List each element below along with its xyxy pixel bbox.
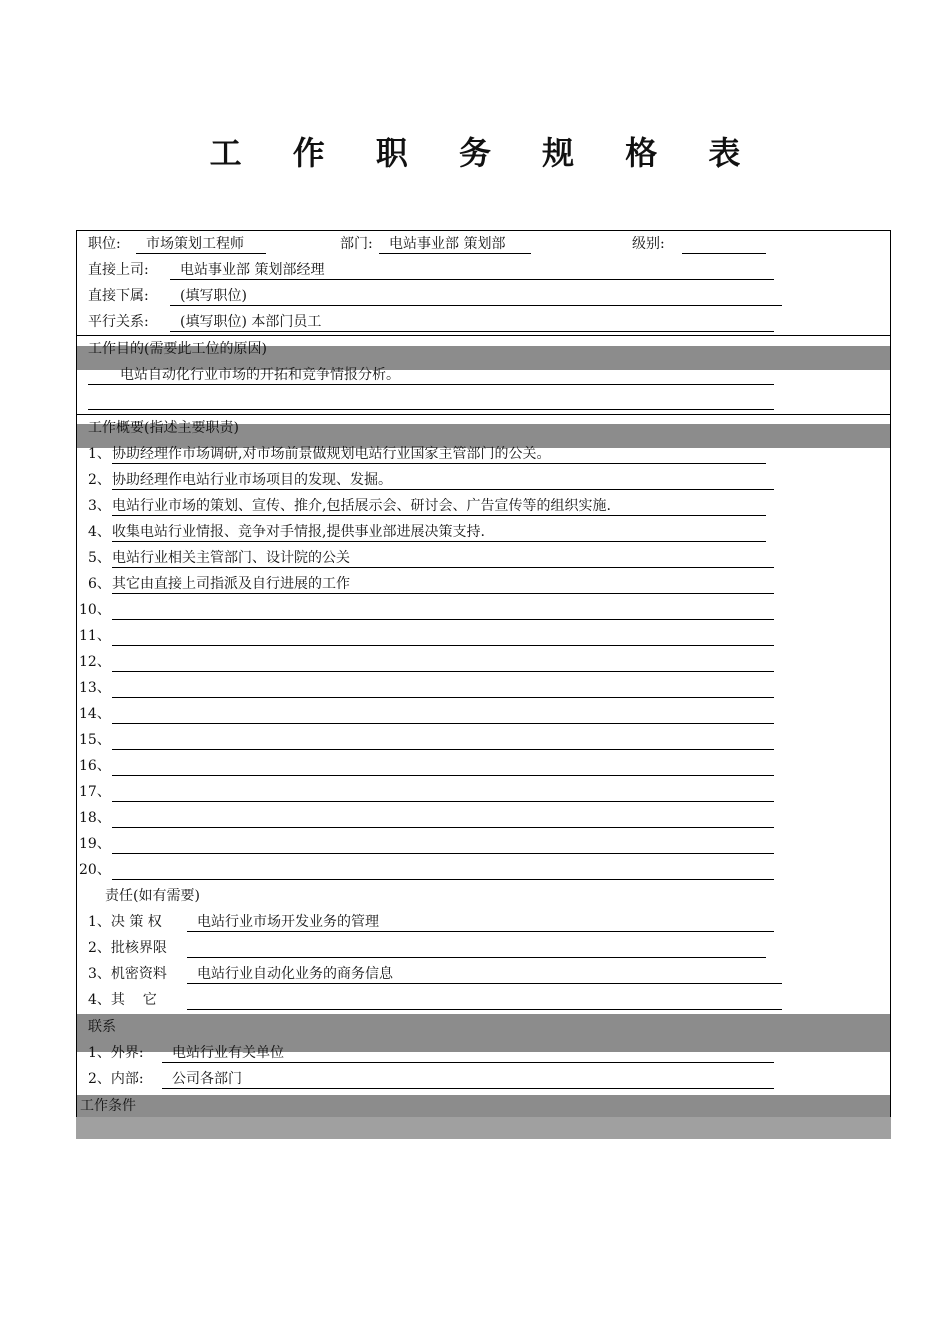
divider [76, 335, 891, 336]
summary-item-field[interactable] [112, 679, 774, 698]
internal-field[interactable] [162, 1070, 774, 1089]
summary-item-number: 12、 [79, 654, 111, 670]
summary-item-field[interactable] [112, 809, 774, 828]
peer-value: (填写职位) 本部门员工 [180, 314, 322, 330]
summary-item-number: 16、 [79, 758, 111, 774]
approval-label: 2、批核界限 [88, 940, 167, 956]
summary-item-text: 协助经理作电站行业市场项目的发现、发掘。 [112, 472, 392, 488]
purpose-field[interactable] [88, 366, 774, 385]
summary-item-number: 1、 [88, 446, 111, 462]
summary-item-number: 3、 [88, 498, 111, 514]
external-value: 电站行业有关单位 [172, 1045, 284, 1061]
external-label: 1、外界: [88, 1045, 144, 1061]
dept-label: 部门: [340, 236, 373, 252]
summary-item-text: 其它由直接上司指派及自行进展的工作 [112, 576, 350, 592]
summary-item-field[interactable] [112, 835, 774, 854]
decision-label: 1、决 策 权 [88, 914, 162, 930]
conditions-header-bar [77, 1095, 890, 1117]
summary-item-number: 19、 [79, 836, 111, 852]
summary-item-field[interactable] [112, 523, 766, 542]
internal-value: 公司各部门 [172, 1071, 242, 1087]
position-label: 职位: [88, 236, 121, 252]
summary-item-field[interactable] [112, 601, 774, 620]
summary-item-number: 18、 [79, 810, 111, 826]
divider [76, 414, 891, 415]
superior-label: 直接上司: [88, 262, 149, 278]
summary-item-field[interactable] [112, 861, 774, 880]
dept-value: 电站事业部 策划部 [389, 236, 506, 252]
other-label: 4、其 它 [88, 992, 157, 1008]
summary-heading: 工作概要(指述主要职责) [88, 420, 239, 436]
summary-item-number: 11、 [79, 628, 111, 644]
confidential-value: 电站行业自动化业务的商务信息 [197, 966, 393, 982]
level-label: 级别: [632, 236, 665, 252]
position-value: 市场策划工程师 [146, 236, 244, 252]
peer-field[interactable] [170, 313, 774, 332]
summary-item-field[interactable] [112, 627, 774, 646]
summary-item-field[interactable] [112, 497, 766, 516]
subordinate-label: 直接下属: [88, 288, 149, 304]
confidential-field[interactable] [187, 965, 782, 984]
summary-item-number: 6、 [88, 576, 111, 592]
summary-item-field[interactable] [112, 445, 766, 464]
confidential-label: 3、机密资料 [88, 966, 167, 982]
summary-item-text: 电站行业市场的策划、宣传、推介,包括展示会、研讨会、广告宣传等的组织实施. [112, 498, 611, 514]
summary-item-number: 2、 [88, 472, 111, 488]
summary-item-number: 4、 [88, 524, 111, 540]
external-field[interactable] [162, 1044, 774, 1063]
subordinate-field[interactable] [170, 287, 782, 306]
summary-item-field[interactable] [112, 757, 774, 776]
summary-item-field[interactable] [112, 705, 774, 724]
summary-item-number: 14、 [79, 706, 111, 722]
contact-heading: 联系 [88, 1019, 116, 1035]
summary-item-field[interactable] [112, 731, 774, 750]
summary-item-number: 17、 [79, 784, 111, 800]
internal-label: 2、内部: [88, 1071, 144, 1087]
purpose-heading: 工作目的(需要此工位的原因) [88, 341, 267, 357]
summary-item-field[interactable] [112, 549, 774, 568]
summary-item-number: 15、 [79, 732, 111, 748]
superior-value: 电站事业部 策划部经理 [180, 262, 325, 278]
summary-item-number: 5、 [88, 550, 111, 566]
summary-item-number: 10、 [79, 602, 111, 618]
summary-item-text: 协助经理作市场调研,对市场前景做规划电站行业国家主管部门的公关。 [112, 446, 551, 462]
superior-field[interactable] [170, 261, 774, 280]
purpose-field-blank[interactable] [88, 391, 774, 410]
level-field[interactable] [682, 235, 766, 254]
purpose-text: 电站自动化行业市场的开拓和竞争情报分析。 [120, 367, 400, 383]
summary-item-text: 电站行业相关主管部门、设计院的公关 [112, 550, 350, 566]
summary-item-field[interactable] [112, 575, 774, 594]
summary-item-text: 收集电站行业情报、竞争对手情报,提供事业部进展决策支持. [112, 524, 485, 540]
summary-item-number: 20、 [79, 862, 111, 878]
subordinate-value: (填写职位) [180, 288, 247, 304]
position-field[interactable] [136, 235, 266, 254]
summary-item-field[interactable] [112, 471, 774, 490]
page-title: 工 作 职 务 规 格 表 [209, 134, 761, 172]
summary-item-field[interactable] [112, 783, 774, 802]
dept-field[interactable] [379, 235, 531, 254]
decision-value: 电站行业市场开发业务的管理 [197, 914, 379, 930]
summary-item-number: 13、 [79, 680, 111, 696]
responsibility-heading: 责任(如有需要) [105, 888, 200, 904]
decision-field[interactable] [187, 913, 774, 932]
peer-label: 平行关系: [88, 314, 149, 330]
summary-item-field[interactable] [112, 653, 774, 672]
conditions-heading: 工作条件 [80, 1098, 136, 1114]
conditions-body-bar [76, 1117, 891, 1139]
approval-field[interactable] [187, 939, 766, 958]
other-field[interactable] [187, 991, 782, 1010]
